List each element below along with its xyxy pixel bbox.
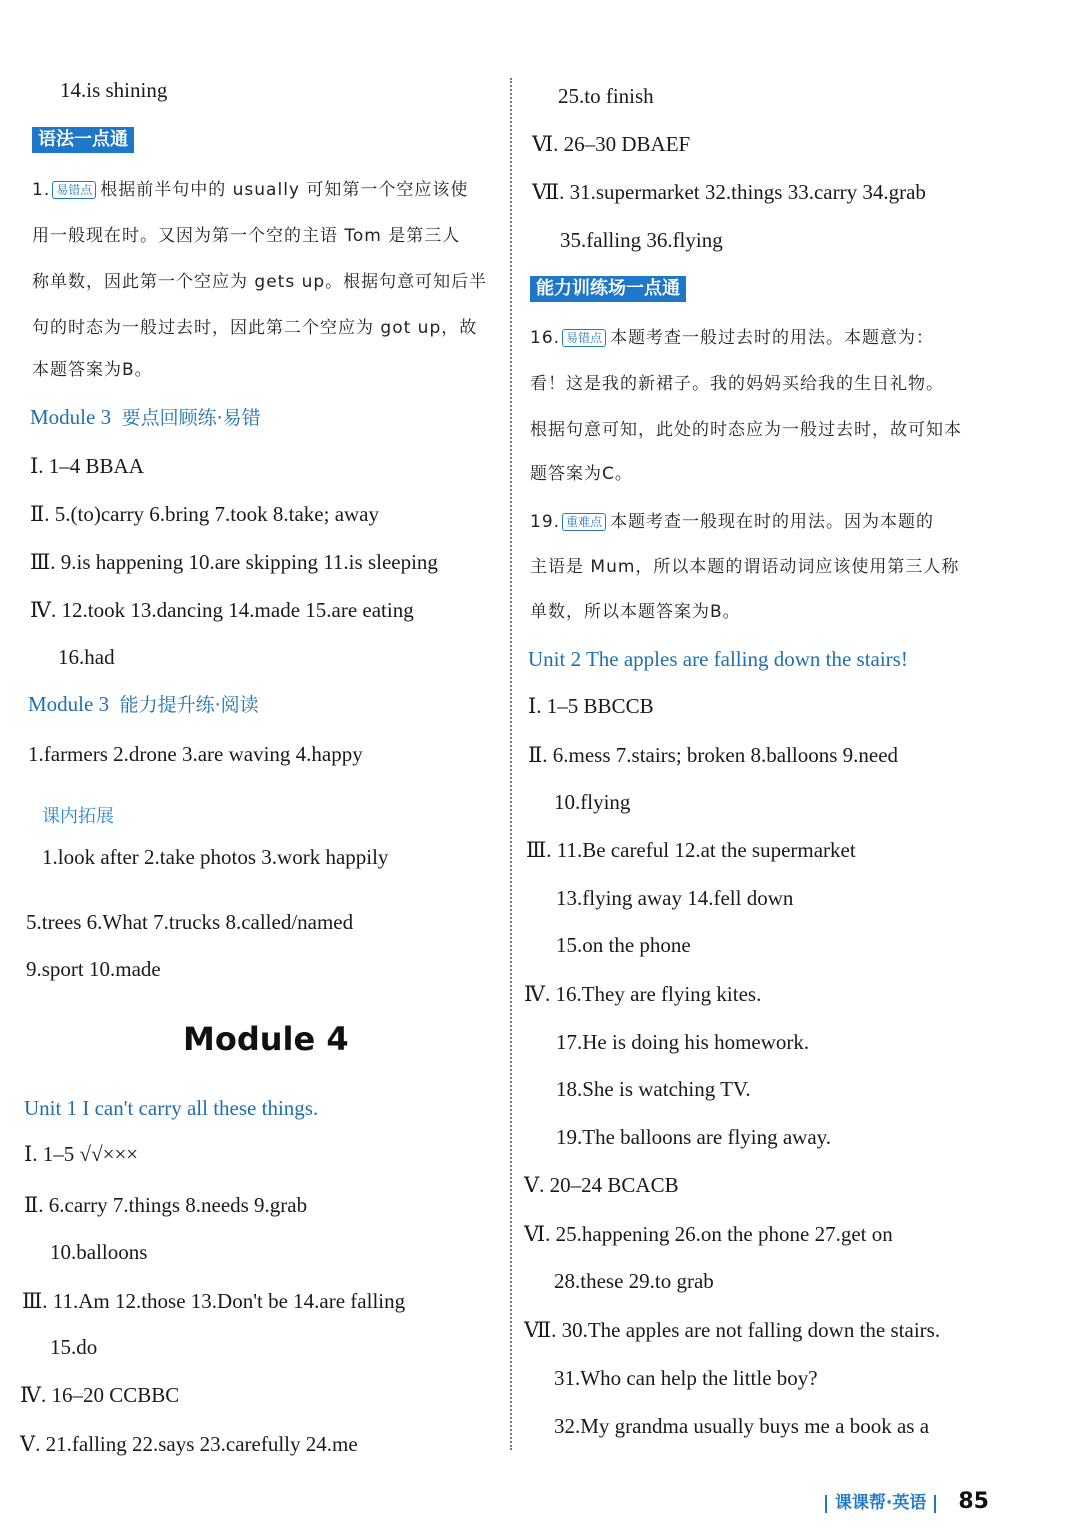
answer-line: 10.flying: [554, 790, 631, 814]
explain-line: 根据句意可知，此处的时态应为一般过去时，故可知本: [530, 420, 962, 440]
explain-line: 看！这是我的新裙子。我的妈妈买给我的生日礼物。: [530, 374, 944, 394]
answer-line: Ⅳ. 12.took 13.dancing 14.made 15.are eating: [30, 598, 414, 622]
explain-line: 称单数，因此第一个空应为 gets up。根据句意可知后半: [32, 272, 488, 292]
answer-line: Ⅱ. 5.(to)carry 6.bring 7.took 8.take; away: [30, 502, 380, 526]
answer-line: 19.The balloons are flying away.: [556, 1125, 832, 1149]
answer-line: Ⅵ. 26–30 DBAEF: [532, 132, 691, 156]
answer-line: 1.look after 2.take photos 3.work happily: [42, 845, 389, 869]
answer-line: Ⅲ. 9.is happening 10.are skipping 11.is sleeping: [30, 550, 438, 574]
answer-line: Ⅶ. 30.The apples are not falling down the stairs.: [524, 1318, 941, 1342]
answer-line: 13.flying away 14.fell down: [556, 886, 794, 910]
explain-line: 本题答案为B。: [32, 360, 153, 380]
module4-title: Module 4: [183, 1020, 349, 1058]
grammar-banner: 语法一点通: [32, 127, 134, 153]
answer-line: Ⅵ. 25.happening 26.on the phone 27.get on: [524, 1222, 893, 1246]
answer-line: Ⅴ. 21.falling 22.says 23.carefully 24.me: [20, 1432, 358, 1456]
module3-review-heading: Module 3 要点回顾练·易错: [30, 405, 261, 429]
easy-mistake-tag: 易错点: [562, 329, 606, 347]
answer-line: 17.He is doing his homework.: [556, 1030, 810, 1054]
answer-line: 18.She is watching TV.: [556, 1077, 751, 1101]
explain-num: 16.: [530, 328, 561, 348]
answer-line: Ⅲ. 11.Am 12.those 13.Don't be 14.are falling: [22, 1289, 406, 1313]
answer-line: 9.sport 10.made: [26, 957, 161, 981]
answer-line: 25.to finish: [558, 84, 654, 108]
explain-text: 根据前半句中的 usually 可知第一个空应该使: [100, 180, 469, 200]
answer-line: 35.falling 36.flying: [560, 228, 723, 252]
answer-line: Ⅱ. 6.carry 7.things 8.needs 9.grab: [24, 1193, 308, 1217]
answer-line: Ⅳ. 16.They are flying kites.: [524, 982, 762, 1006]
answer-line: Ⅶ. 31.supermarket 32.things 33.carry 34.grab: [532, 180, 926, 204]
explain-line: 16. 易错点 本题考查一般过去时的用法。本题意为：: [530, 328, 935, 348]
explain-line: 19. 重难点 本题考查一般现在时的用法。因为本题的: [530, 512, 935, 532]
answer-line: 28.these 29.to grab: [554, 1269, 714, 1293]
answer-line: 14.is shining: [60, 78, 168, 102]
answer-line: 10.balloons: [50, 1240, 148, 1264]
key-point-tag: 重难点: [562, 513, 606, 531]
easy-mistake-tag: 易错点: [52, 181, 96, 199]
footer-brand: 课课帮·英语: [834, 1493, 927, 1513]
footer-bar: [825, 1495, 827, 1513]
explain-num: 1.: [32, 180, 51, 200]
explain-line: 句的时态为一般过去时，因此第二个空应为 got up，故: [32, 318, 478, 338]
explain-line: 用一般现在时。又因为第一个空的主语 Tom 是第三人: [32, 226, 461, 246]
answer-line: 32.My grandma usually buys me a book as a: [554, 1414, 930, 1438]
answer-line: Ⅴ. 20–24 BCACB: [524, 1173, 679, 1197]
answer-line: 15.do: [50, 1335, 98, 1359]
answer-line: Ⅰ. 1–5 √√×××: [24, 1142, 139, 1166]
extension-heading: 课内拓展: [42, 806, 114, 827]
answer-line: 31.Who can help the little boy?: [554, 1366, 818, 1390]
explain-line: 题答案为C。: [530, 464, 633, 484]
explain-line: [32, 176, 468, 204]
page-footer: [817, 1488, 989, 1514]
answer-line: Ⅰ. 1–5 BBCCB: [528, 694, 654, 718]
answer-line: Ⅲ. 11.Be careful 12.at the supermarket: [526, 838, 856, 862]
column-divider: [510, 78, 512, 1450]
answer-line: Ⅳ. 16–20 CCBBC: [20, 1383, 180, 1407]
answer-line: 5.trees 6.What 7.trucks 8.called/named: [26, 910, 354, 934]
explain-line: 主语是 Mum，所以本题的谓语动词应该使用第三人称: [530, 557, 960, 577]
answer-line: Ⅱ. 6.mess 7.stairs; broken 8.balloons 9.need: [528, 743, 899, 767]
ability-banner: 能力训练场一点通: [530, 276, 686, 302]
answer-line: 1.farmers 2.drone 3.are waving 4.happy: [28, 742, 363, 766]
explain-num: 19.: [530, 512, 561, 532]
unit1-heading: Unit 1 I can't carry all these things.: [24, 1096, 319, 1120]
module3-reading-heading: Module 3 能力提升练·阅读: [28, 692, 259, 716]
answer-line: 16.had: [58, 645, 115, 669]
footer-bar: [934, 1495, 936, 1513]
answer-line: 15.on the phone: [556, 933, 691, 957]
page-number: 85: [958, 1489, 989, 1514]
explain-line: 单数，所以本题答案为B。: [530, 602, 741, 622]
answer-line: Ⅰ. 1–4 BBAA: [30, 454, 144, 478]
unit2-heading: Unit 2 The apples are falling down the stairs!: [528, 647, 908, 671]
